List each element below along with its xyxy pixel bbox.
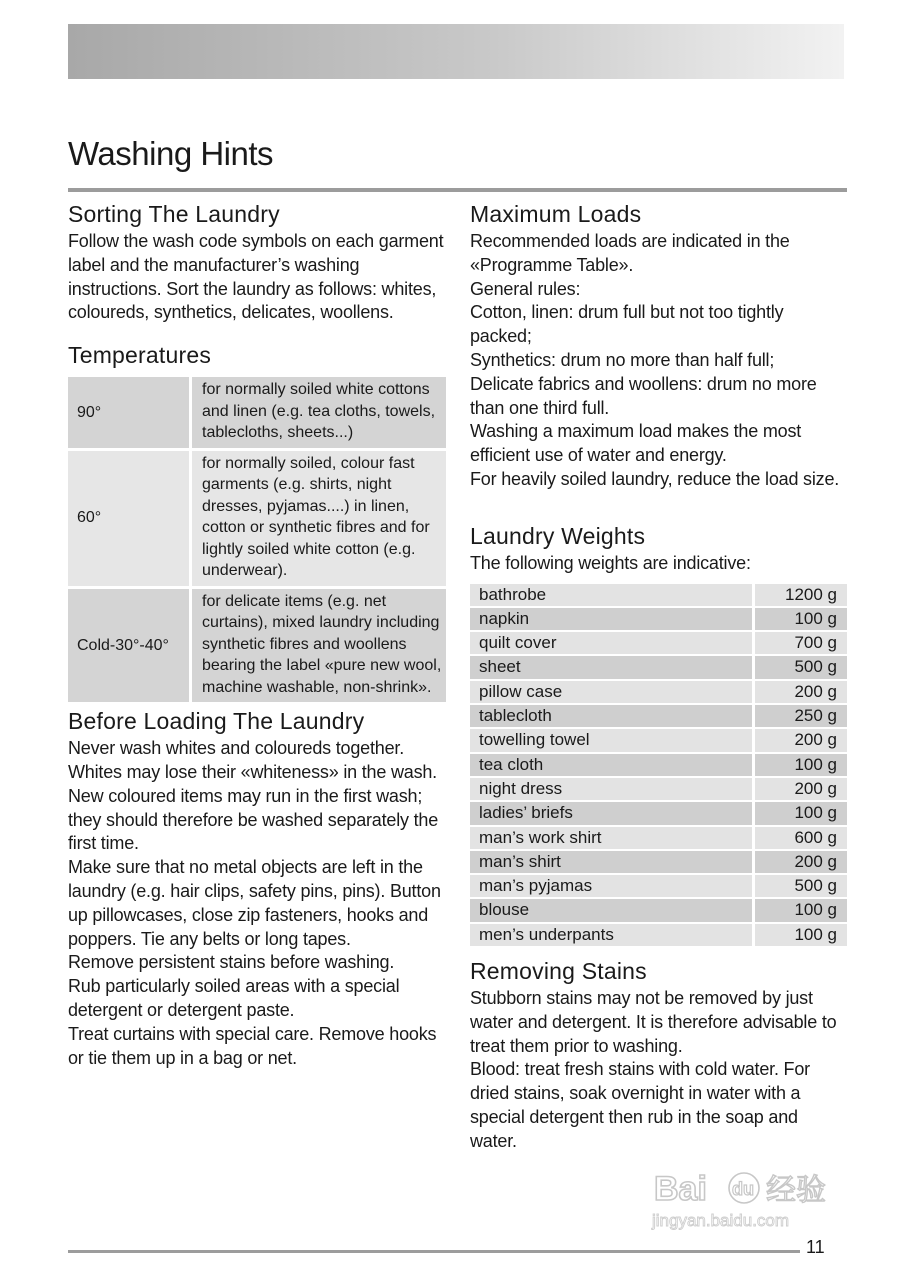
temperatures-heading: Temperatures xyxy=(68,342,212,369)
laundry-weights-intro: The following weights are indicative: xyxy=(470,552,751,573)
table-row xyxy=(68,589,446,706)
removing-stains-section xyxy=(470,957,847,1154)
table-row xyxy=(470,875,847,899)
weight-value: 500 g xyxy=(752,656,847,680)
removing-stains-paragraph: Stubborn stains may not be removed by just water and detergent. It is therefore advisable to treat them prior to washing. xyxy=(470,988,837,1056)
weight-value: 100 g xyxy=(752,754,847,778)
weight-value: 200 g xyxy=(752,851,847,875)
before-loading-paragraph: New coloured items may run in the first wash; they should therefore be washed separately the first time. xyxy=(68,785,439,854)
sorting-heading: Sorting The Laundry xyxy=(68,201,280,227)
maximum-loads-paragraph: Recommended loads are indicated in the «Programme Table». xyxy=(470,231,790,275)
weight-item: man’s work shirt xyxy=(470,827,752,851)
table-row xyxy=(470,656,847,680)
laundry-weights-heading: Laundry Weights xyxy=(470,522,646,549)
svg-text:jingyan.baidu.com: jingyan.baidu.com xyxy=(652,1211,790,1230)
table-row xyxy=(470,778,847,802)
weight-value: 200 g xyxy=(752,729,847,753)
temperatures-section xyxy=(68,341,446,705)
removing-stains-paragraph: Blood: treat fresh stains with cold water. For dried stains, soak overnight in water with a special detergent then rub in the soap and water. xyxy=(470,1059,810,1151)
maximum-loads-paragraph: Washing a maximum load makes the most efficient use of water and energy. xyxy=(470,421,802,466)
page-title: Washing Hints xyxy=(68,135,274,172)
weight-value: 100 g xyxy=(752,924,847,948)
left-column xyxy=(68,200,446,1070)
laundry-weights-section xyxy=(470,522,847,948)
before-loading-paragraph: Make sure that no metal objects are left in the laundry (e.g. hair clips, safety pins, pins). Button up pillowcases, close zip fasteners, hooks and poppers. Tie any belts or long tapes. xyxy=(68,857,441,949)
right-column xyxy=(470,200,847,1154)
before-loading-paragraph: Treat curtains with special care. Remove hooks or tie them up in a bag or net. xyxy=(68,1023,437,1068)
temperature-description: for normally soiled, colour fast garments (e.g. shirts, night dresses, pyjamas....) in linen, cotton or synthetic fibres and for lightly soiled white cotton (e.g. underwear). xyxy=(192,451,446,589)
weight-item: men’s underpants xyxy=(470,924,752,948)
temperature-description: for delicate items (e.g. net curtains), mixed laundry including synthetic fibres and woollens bearing the label «pure new wool, machine washable, non-shrink». xyxy=(192,589,446,706)
removing-stains-heading: Removing Stains xyxy=(470,958,647,985)
weight-value: 200 g xyxy=(752,681,847,705)
weight-item: night dress xyxy=(470,778,752,802)
weight-item: napkin xyxy=(470,608,752,632)
weight-value: 250 g xyxy=(752,705,847,729)
weight-value: 100 g xyxy=(752,608,847,632)
weight-item: pillow case xyxy=(470,681,752,705)
table-row xyxy=(68,451,446,589)
footer-divider xyxy=(68,1250,800,1253)
svg-text:du: du xyxy=(732,1179,754,1199)
weight-value: 500 g xyxy=(752,875,847,899)
maximum-loads-heading: Maximum Loads xyxy=(470,201,642,227)
baidu-watermark-logo xyxy=(648,1164,858,1234)
before-loading-paragraph: Never wash whites and coloureds together. Whites may lose their «whiteness» in the wash. xyxy=(68,738,437,782)
weight-value: 700 g xyxy=(752,632,847,656)
sorting-section xyxy=(68,200,446,325)
table-row xyxy=(470,802,847,826)
weight-item: sheet xyxy=(470,656,752,680)
weight-value: 1200 g xyxy=(752,584,847,608)
temperature-description: for normally soiled white cottons and linen (e.g. tea cloths, towels, tablecloths, sheets...) xyxy=(192,377,446,451)
before-loading-paragraph: Rub particularly soiled areas with a special detergent or detergent paste. xyxy=(68,976,400,1020)
svg-text:经验: 经验 xyxy=(766,1173,826,1208)
weight-item: towelling towel xyxy=(470,729,752,753)
table-row xyxy=(68,377,446,451)
weight-item: ladies’ briefs xyxy=(470,802,752,826)
weight-value: 100 g xyxy=(752,899,847,923)
table-row xyxy=(470,681,847,705)
weight-item: quilt cover xyxy=(470,632,752,656)
weight-value: 200 g xyxy=(752,778,847,802)
temperatures-table xyxy=(68,377,446,705)
table-row xyxy=(470,608,847,632)
weight-item: tablecloth xyxy=(470,705,752,729)
temperature-value: 90° xyxy=(68,377,192,451)
table-row xyxy=(470,632,847,656)
weight-item: man’s pyjamas xyxy=(470,875,752,899)
temperature-value: 60° xyxy=(68,451,192,589)
table-row xyxy=(470,754,847,778)
laundry-weights-table xyxy=(470,584,847,948)
page-number: 11 xyxy=(806,1237,825,1257)
before-loading-section xyxy=(68,707,446,1070)
table-row xyxy=(470,584,847,608)
table-row xyxy=(470,729,847,753)
sorting-text: Follow the wash code symbols on each garment label and the manufacturer’s washing instructions. Sort the laundry as follows: whites, coloureds, synthetics, delicates, woollens. xyxy=(68,231,444,323)
weight-item: tea cloth xyxy=(470,754,752,778)
before-loading-heading: Before Loading The Laundry xyxy=(68,708,365,735)
table-row xyxy=(470,899,847,923)
table-row xyxy=(470,851,847,875)
header-band xyxy=(68,24,844,79)
weight-item: man’s shirt xyxy=(470,851,752,875)
maximum-loads-paragraph: General rules: xyxy=(470,278,581,299)
weight-value: 100 g xyxy=(752,802,847,826)
maximum-loads-paragraph: Delicate fabrics and woollens: drum no more than one third full. xyxy=(470,373,817,418)
temperature-value: Cold-30°-40° xyxy=(68,589,192,706)
weight-value: 600 g xyxy=(752,827,847,851)
table-row xyxy=(470,827,847,851)
weight-item: blouse xyxy=(470,899,752,923)
maximum-loads-paragraph: Synthetics: drum no more than half full; xyxy=(470,349,775,370)
table-row xyxy=(470,705,847,729)
svg-text:Bai: Bai xyxy=(654,1170,707,1208)
maximum-loads-section xyxy=(470,200,847,492)
title-divider xyxy=(68,188,847,192)
maximum-loads-paragraph: For heavily soiled laundry, reduce the load size. xyxy=(470,468,840,489)
maximum-loads-paragraph: Cotton, linen: drum full but not too tightly packed; xyxy=(470,302,784,347)
before-loading-paragraph: Remove persistent stains before washing. xyxy=(68,952,395,973)
table-row xyxy=(470,924,847,948)
weight-item: bathrobe xyxy=(470,584,752,608)
